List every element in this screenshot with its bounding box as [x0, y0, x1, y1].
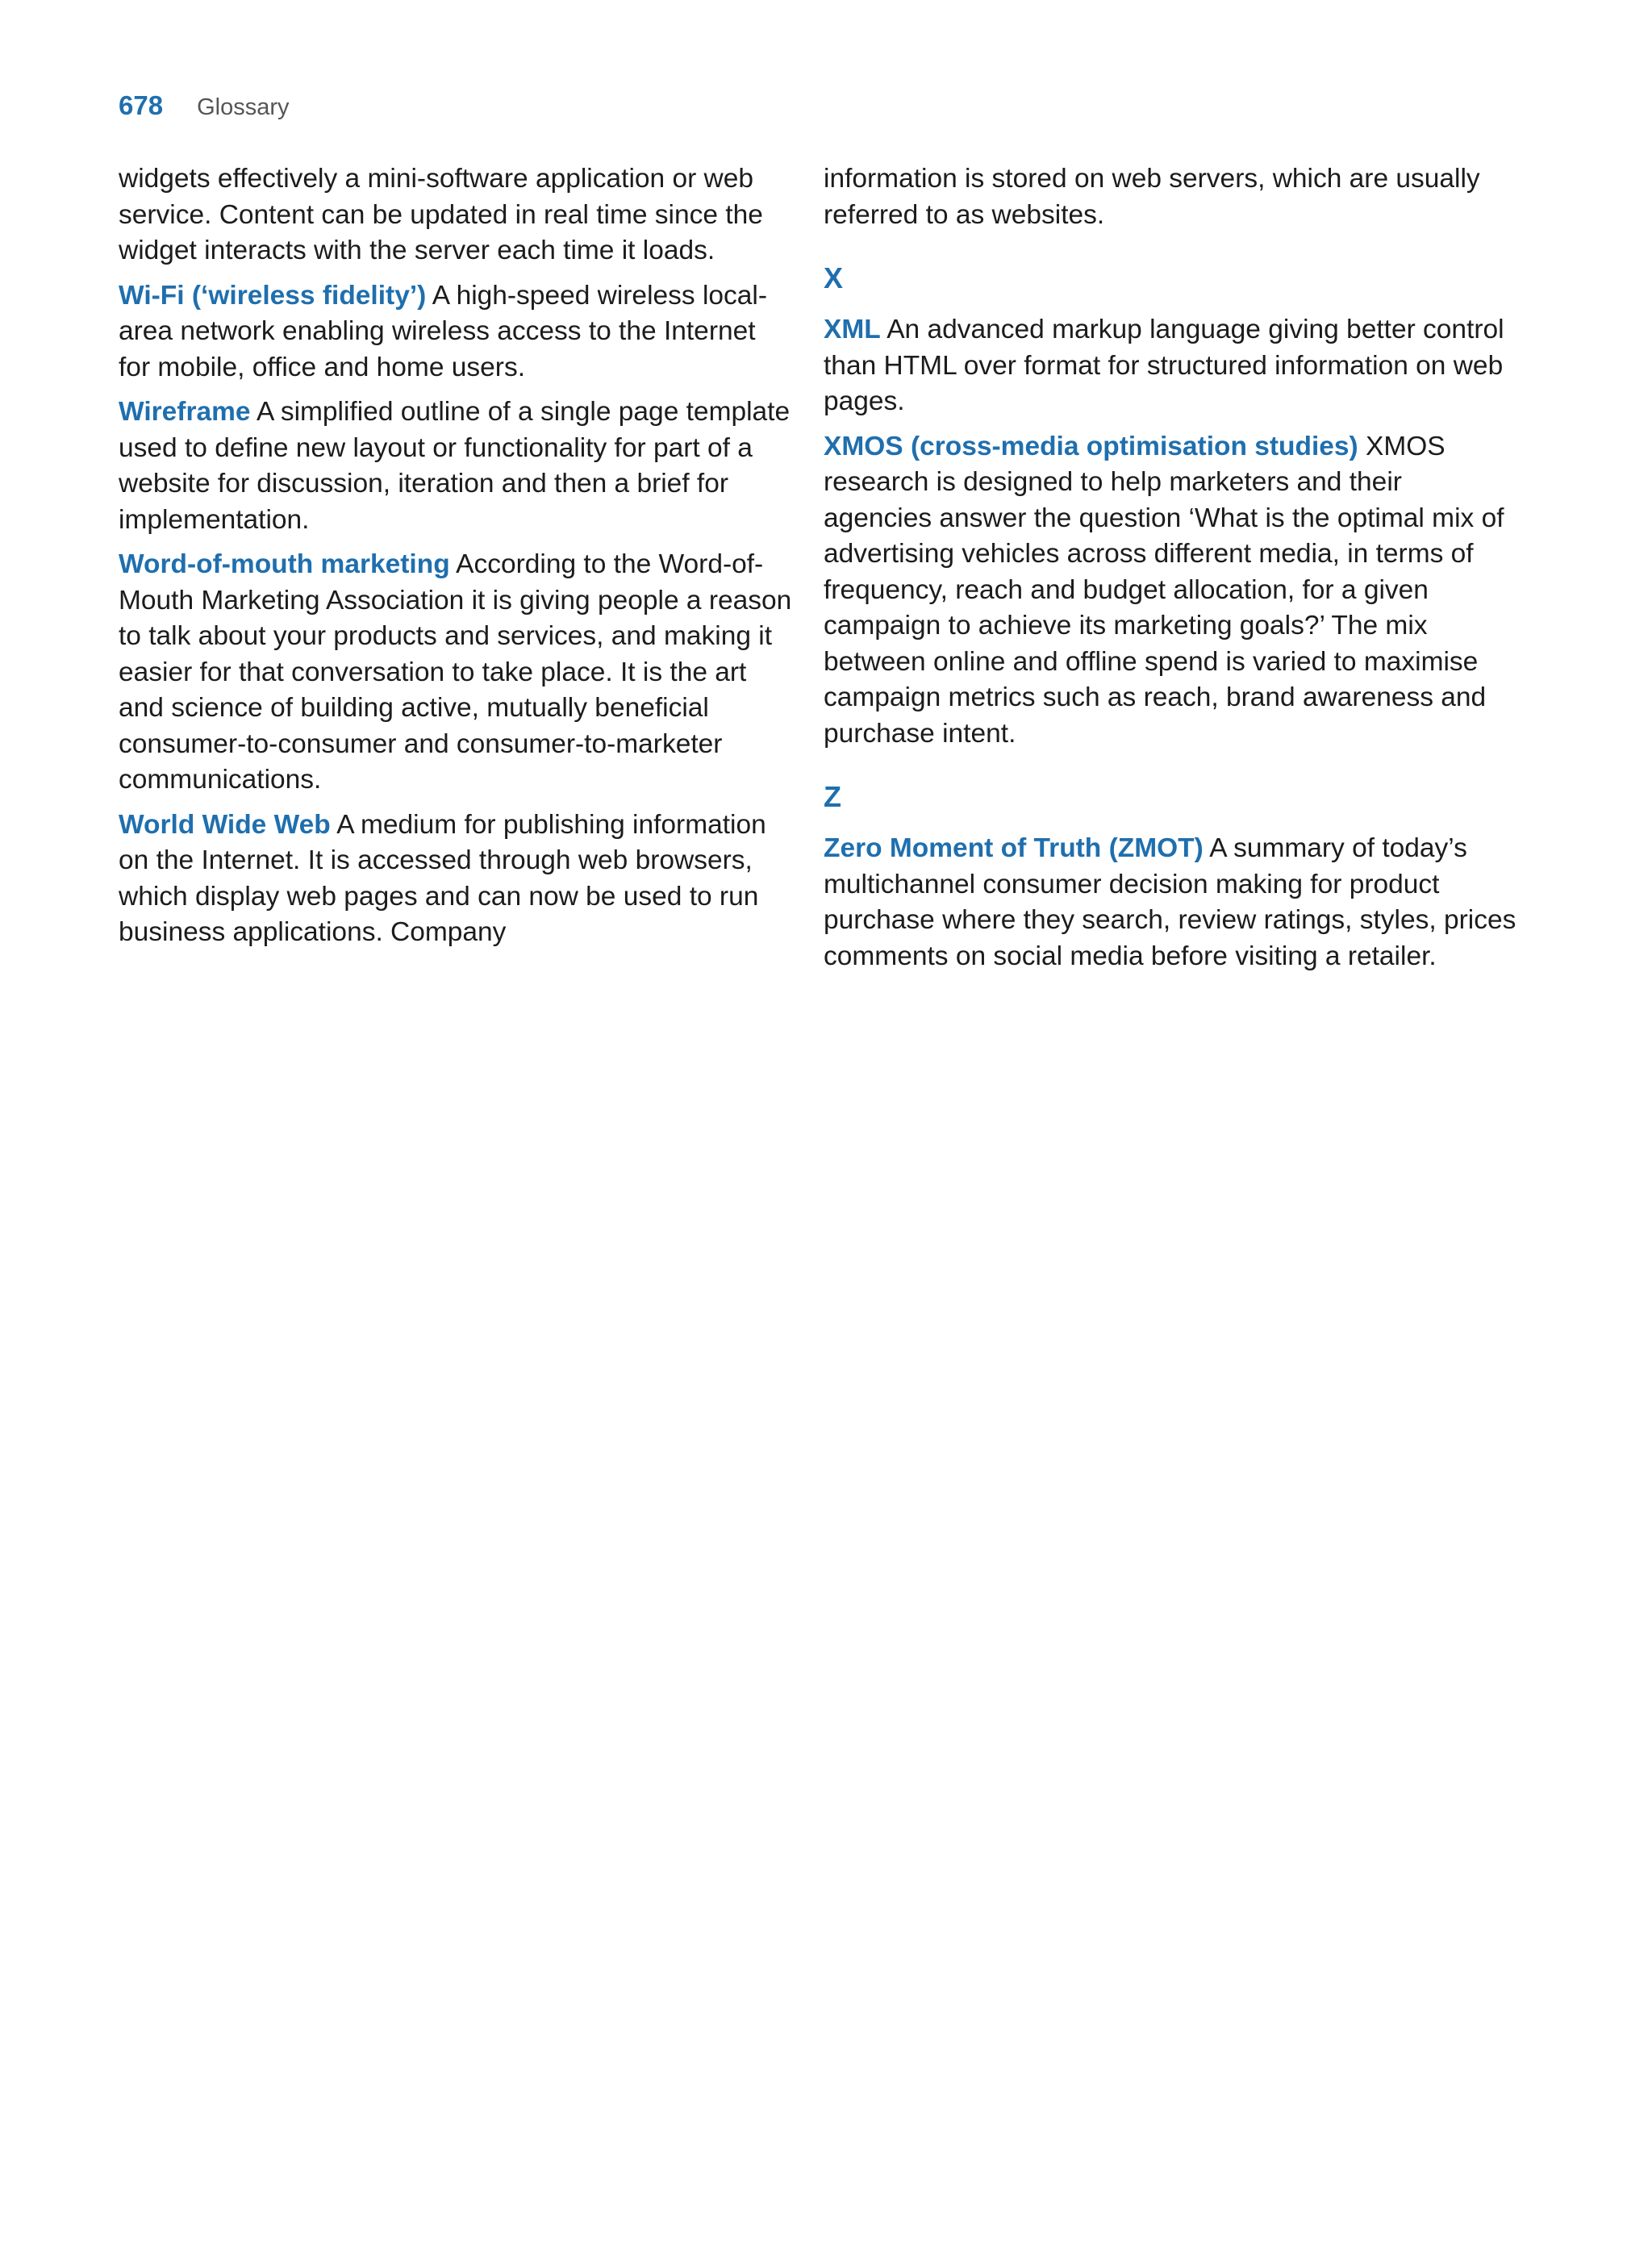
glossary-term: Zero Moment of Truth (ZMOT) [824, 833, 1204, 863]
right-column [824, 161, 1517, 983]
left-column [119, 161, 792, 960]
glossary-entry-wireframe [119, 394, 792, 538]
page-header [119, 90, 289, 131]
glossary-term: World Wide Web [119, 809, 331, 840]
running-head: Glossary [197, 94, 290, 120]
section-letter-x: X [824, 261, 844, 294]
glossary-entry-zmot [824, 831, 1517, 974]
continued-text: widgets effectively a mini-software application or web service. Content can be updated in real time since the widget interacts with the server each time it loads. [119, 164, 763, 265]
glossary-definition: A high-speed wireless local-area network enabling wireless access to the Internet for mobile, office and home users. [119, 280, 767, 382]
glossary-definition: According to the Word-of-Mouth Marketing Association it is giving people a reason to talk about your products and services, and making it easier for that conversation to take place. It is the art and science of building active, mutually beneficial consumer-to-consumer and consumer-to-marketer communications. [119, 549, 792, 795]
glossary-definition: A summary of today’s multichannel consumer decision making for product purchase where they search, review ratings, styles, prices comments on social media before visiting a retailer. [824, 833, 1516, 971]
glossary-definition: A medium for publishing information on the Internet. It is accessed through web browsers, which display web pages and can now be used to run business applications. Company [119, 809, 766, 947]
glossary-definition: An advanced markup language giving better control than HTML over format for structured information on web pages. [824, 315, 1504, 416]
glossary-term: XML [824, 315, 881, 344]
glossary-term: Wi-Fi (‘wireless fidelity’) [119, 280, 427, 311]
page-number: 678 [119, 90, 164, 120]
glossary-definition: A simplified outline of a single page template used to define new layout or functionality for part of a website for discussion, iteration and then a brief for implementation. [119, 397, 791, 535]
glossary-entry-world-wide-web [119, 807, 792, 951]
glossary-term: XMOS (cross-media optimisation studies) [824, 431, 1358, 461]
glossary-entry-xml [824, 312, 1517, 420]
glossary-definition: XMOS research is designed to help marketers and their agencies answer the question ‘What is the optimal mix of advertising vehicles across different media, in terms of frequency, reach and budget allocation, for a given campaign to achieve its marketing goals?’ The mix between online and offline spend is varied to maximise campaign metrics such as reach, brand awareness and purchase intent. [824, 431, 1504, 749]
continued-text: information is stored on web servers, which are usually referred to as websites. [824, 164, 1480, 230]
glossary-term: Word-of-mouth marketing [119, 549, 450, 579]
glossary-entry-word-of-mouth-marketing [119, 547, 792, 799]
glossary-term: Wireframe [119, 397, 251, 427]
section-letter-z: Z [824, 780, 841, 813]
glossary-entry-xmos [824, 429, 1517, 753]
glossary-entry-wifi [119, 278, 792, 386]
